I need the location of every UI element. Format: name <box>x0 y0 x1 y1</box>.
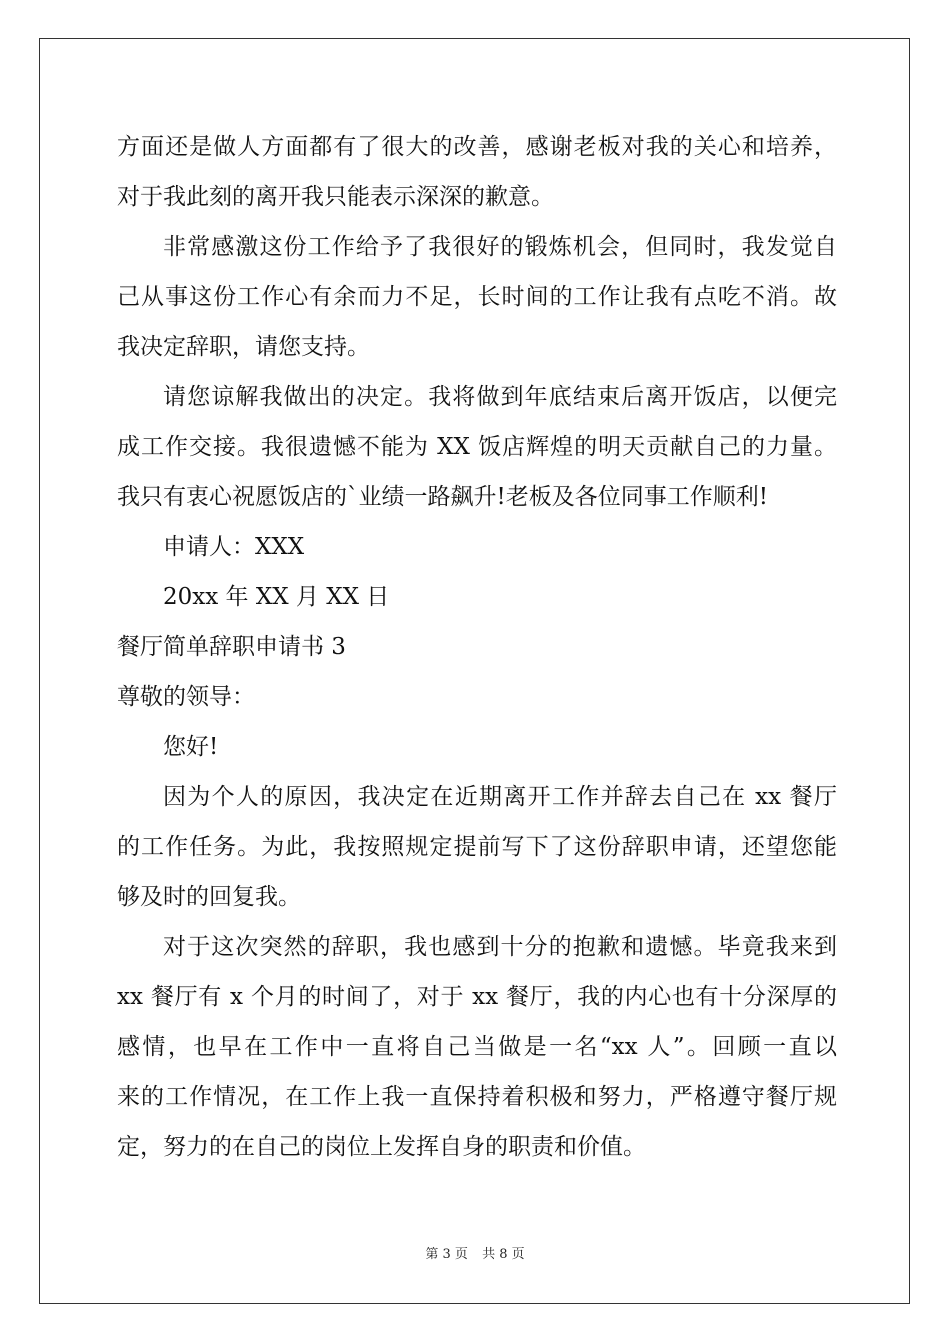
text-line: 定，努力的在自己的岗位上发挥自身的职责和价值。 <box>117 1134 646 1160</box>
page-number: 第 3 页 <box>425 1247 468 1262</box>
text-line: 对于这次突然的辞职，我也感到十分的抱歉和遗憾。毕竟我来到 <box>163 934 837 960</box>
text-line: 请您谅解我做出的决定。我将做到年底结束后离开饭店，以便完 <box>163 384 837 410</box>
text-line: xx 餐厅有 x 个月的时间了，对于 xx 餐厅，我的内心也有十分深厚的 <box>117 984 837 1010</box>
salutation: 尊敬的领导： <box>117 684 255 710</box>
text-line: 来的工作情况，在工作上我一直保持着积极和努力，严格遵守餐厅规 <box>117 1084 837 1110</box>
text-line: 方面还是做人方面都有了很大的改善，感谢老板对我的关心和培养， <box>117 134 837 160</box>
text-line: 够及时的回复我。 <box>117 884 301 910</box>
section-title: 餐厅简单辞职申请书 3 <box>117 634 346 660</box>
page-footer <box>0 1246 950 1264</box>
text-line: 的工作任务。为此，我按照规定提前写下了这份辞职申请，还望您能 <box>117 834 837 860</box>
text-line: 非常感激这份工作给予了我很好的锻炼机会，但同时，我发觉自 <box>163 234 837 260</box>
text-line: 因为个人的原因，我决定在近期离开工作并辞去自己在 xx 餐厅 <box>163 784 837 810</box>
text-line: 己从事这份工作心有余而力不足，长时间的工作让我有点吃不消。故 <box>117 284 837 310</box>
text-line: 我只有衷心祝愿饭店的`业绩一路飙升!老板及各位同事工作顺利! <box>117 484 768 510</box>
page-frame <box>39 38 910 1304</box>
page-total: 共 8 页 <box>482 1247 525 1262</box>
greeting: 您好! <box>163 734 219 760</box>
signature-applicant: 申请人：XXX <box>163 534 305 560</box>
text-line: 我决定辞职，请您支持。 <box>117 334 370 360</box>
text-line: 成工作交接。我很遗憾不能为 XX 饭店辉煌的明天贡献自己的力量。 <box>117 434 837 460</box>
signature-date: 20xx 年 XX 月 XX 日 <box>163 584 390 610</box>
text-line: 对于我此刻的离开我只能表示深深的歉意。 <box>117 184 554 210</box>
text-line: 感情，也早在工作中一直将自己当做是一名“xx 人”。回顾一直以 <box>117 1034 837 1060</box>
